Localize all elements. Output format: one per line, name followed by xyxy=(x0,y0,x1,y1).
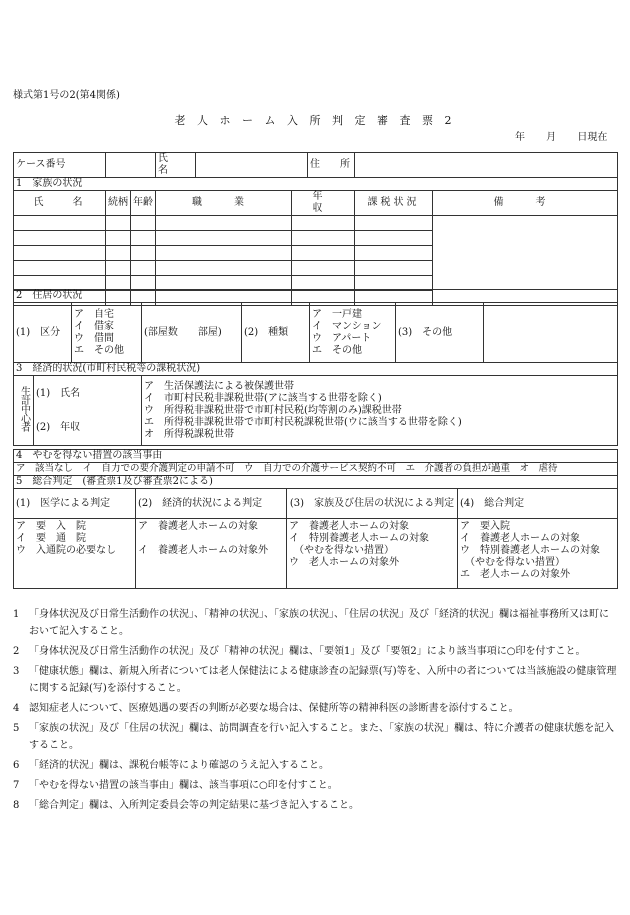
family-cell[interactable] xyxy=(106,261,131,276)
housing-other-label: (3) その他 xyxy=(396,303,484,363)
judgment-economic-options[interactable] xyxy=(136,519,287,589)
note-item xyxy=(13,757,617,774)
economic-fields[interactable] xyxy=(34,376,142,446)
judgment-option[interactable]: イ 要 通 院 xyxy=(16,533,86,544)
judgment-option[interactable]: ア 要入院 xyxy=(460,521,510,532)
note-text: 「やむを得ない措置の該当事由」欄は、該当事項に○印を付すこと。 xyxy=(29,780,338,791)
address-value[interactable] xyxy=(355,153,618,178)
judgment-option[interactable]: （やむを得ない措置） xyxy=(289,545,394,556)
family-cell[interactable] xyxy=(292,246,355,261)
housing-kubun-option[interactable]: ウ 借間 xyxy=(74,332,114,344)
family-cell[interactable] xyxy=(355,216,433,231)
judgment-heading: 5 総合判定 (審査票1及び審査票2による) xyxy=(14,476,618,489)
housing-other-value[interactable] xyxy=(484,303,618,363)
judgment-medical-options[interactable] xyxy=(14,519,136,589)
family-cell[interactable] xyxy=(131,246,156,261)
family-cell[interactable] xyxy=(292,261,355,276)
note-number: 7 xyxy=(13,780,20,791)
form-number: 様式第1号の2(第4関係) xyxy=(13,90,120,101)
housing-kubun-option[interactable]: ア 自宅 xyxy=(74,308,114,320)
judgment-option[interactable]: イ 養護老人ホームの対象 xyxy=(460,533,580,544)
housing-kubun-option[interactable]: イ 借家 xyxy=(74,320,114,332)
family-col-relation: 続柄 xyxy=(106,191,131,216)
housing-rooms: (部屋数 部屋) xyxy=(142,303,242,363)
judgment-option[interactable]: ア 養護老人ホームの対象 xyxy=(138,521,258,532)
judgment-option[interactable]: ウ 老人ホームの対象外 xyxy=(289,557,399,568)
note-item xyxy=(13,643,617,660)
date-line: 年 月 日現在 xyxy=(515,132,608,143)
housing-kubun-option[interactable]: エ その他 xyxy=(74,344,124,356)
housing-shurui-option[interactable]: エ その他 xyxy=(312,344,362,356)
economic-option[interactable]: エ 所得税非課税世帯で市町村民税課税世帯(ウに該当する世帯を除く) xyxy=(144,416,462,428)
family-col-income: 年 収 xyxy=(292,191,355,216)
housing-shurui-options[interactable] xyxy=(310,303,396,363)
family-col-tax: 課税状況 xyxy=(355,191,433,216)
note-item xyxy=(13,663,617,697)
name-label: 氏 名 xyxy=(156,153,196,178)
family-cell[interactable] xyxy=(131,231,156,246)
family-cell[interactable] xyxy=(156,216,292,231)
family-col-age: 年齢 xyxy=(131,191,156,216)
unavoidable-options[interactable]: ア 該当なし イ 自力での要介護判定の申請不可 ウ 自力での介護サービス契約不可 エ 介護者の負担が過重 オ 虐待 xyxy=(14,463,618,476)
housing-shurui-option[interactable]: イ マンション xyxy=(312,320,382,332)
housing-table xyxy=(13,289,618,363)
family-cell[interactable] xyxy=(156,246,292,261)
judgment-family-options[interactable] xyxy=(287,519,458,589)
family-cell[interactable] xyxy=(292,231,355,246)
family-col-name: 氏 名 xyxy=(14,191,106,216)
economic-side-label xyxy=(14,376,34,446)
judgment-col-family: (3) 家族及び住居の状況による判定 xyxy=(287,489,458,519)
family-cell[interactable] xyxy=(106,246,131,261)
note-number: 8 xyxy=(13,800,20,811)
family-cell[interactable] xyxy=(14,231,106,246)
family-cell[interactable] xyxy=(131,261,156,276)
economic-option[interactable]: ウ 所得税非課税世帯で市町村民税(均等割のみ)課税世帯 xyxy=(144,404,402,416)
notes-list xyxy=(13,606,617,817)
housing-shurui-option[interactable]: ウ アパート xyxy=(312,332,372,344)
note-item xyxy=(13,700,617,717)
family-cell[interactable] xyxy=(106,216,131,231)
economic-table xyxy=(13,362,618,446)
housing-shurui-option[interactable]: ア 一戸建 xyxy=(312,308,362,320)
family-cell[interactable] xyxy=(355,246,433,261)
note-item xyxy=(13,797,617,814)
address-label: 住 所 xyxy=(308,153,355,178)
note-number: 1 xyxy=(13,609,20,620)
judgment-col-overall: (4) 総合判定 xyxy=(458,489,618,519)
note-text: 「総合判定」欄は、入所判定委員会等の判定結果に基づき記入すること。 xyxy=(29,800,359,811)
family-cell[interactable] xyxy=(156,231,292,246)
family-table xyxy=(13,152,618,306)
economic-options[interactable] xyxy=(142,376,618,446)
judgment-option[interactable]: ウ 特別養護老人ホームの対象 xyxy=(460,545,600,556)
economic-option[interactable]: オ 所得税課税世帯 xyxy=(144,428,234,440)
family-col-remarks: 備 考 xyxy=(433,191,618,216)
judgment-col-medical: (1) 医学による判定 xyxy=(14,489,136,519)
judgment-option[interactable]: ア 要 入 院 xyxy=(16,521,86,532)
case-number-value[interactable] xyxy=(106,153,156,178)
economic-option[interactable]: ア 生活保護法による被保護世帯 xyxy=(144,380,294,392)
housing-kubun-label: (1) 区分 xyxy=(14,303,72,363)
judgment-col-economic: (2) 経済的状況による判定 xyxy=(136,489,287,519)
family-cell[interactable] xyxy=(14,216,106,231)
family-cell[interactable] xyxy=(156,261,292,276)
note-text: 「身体状況及び日常生活動作の状況」、「精神の状況」、「家族の状況」、「住居の状況」及び「経済的状況」欄は福祉事務所又は町において記入すること。 xyxy=(29,609,609,637)
note-text: 認知症老人について、医療処遇の要否の判断が必要な場合は、保健所等の精神科医の診断書を添付すること。 xyxy=(29,703,519,714)
note-item xyxy=(13,720,617,754)
judgment-option[interactable]: イ 養護老人ホームの対象外 xyxy=(138,545,268,556)
note-text: 「経済的状況」欄は、課税台帳等により確認のうえ記入すること。 xyxy=(29,760,329,771)
note-number: 2 xyxy=(13,646,20,657)
note-number: 4 xyxy=(13,703,20,714)
family-col-job: 職 業 xyxy=(156,191,292,216)
family-cell[interactable] xyxy=(355,231,433,246)
judgment-option[interactable]: エ 老人ホームの対象外 xyxy=(460,569,570,580)
case-number-label: ケース番号 xyxy=(14,153,106,178)
housing-kubun-options[interactable] xyxy=(72,303,142,363)
family-cell[interactable] xyxy=(131,216,156,231)
judgment-option[interactable]: ア 養護老人ホームの対象 xyxy=(289,521,409,532)
judgment-table xyxy=(13,449,618,589)
economic-side-text: 生計中心者 xyxy=(18,386,30,431)
note-item xyxy=(13,606,617,640)
document-title: 老 人 ホ ー ム 入 所 判 定 審 査 票 2 xyxy=(174,114,456,127)
unavoidable-heading: 4 やむを得ない措置の該当事由 xyxy=(14,450,618,463)
family-heading: 1 家族の状況 xyxy=(14,178,618,191)
name-value[interactable] xyxy=(196,153,308,178)
judgment-option[interactable]: ウ 入通院の必要なし xyxy=(16,545,116,556)
economic-heading: 3 経済的状況(市町村民税等の課税状況) xyxy=(14,363,618,376)
economic-income-label: (2) 年収 xyxy=(36,421,81,433)
family-cell[interactable] xyxy=(106,231,131,246)
judgment-option[interactable]: （やむを得ない措置） xyxy=(460,557,565,568)
family-cell[interactable] xyxy=(292,216,355,231)
note-number: 3 xyxy=(13,666,20,677)
housing-heading: 2 住居の状況 xyxy=(14,290,618,303)
judgment-overall-options[interactable] xyxy=(458,519,618,589)
note-text: 「健康状態」欄は、新規入所者については老人保健法による健康診査の記録票(写)等を、入所中の者については当該施設の健康管理に関する記録(写)を添付すること。 xyxy=(29,666,617,694)
family-cell[interactable] xyxy=(14,261,106,276)
note-number: 6 xyxy=(13,760,20,771)
economic-name-label: (1) 氏名 xyxy=(36,387,81,399)
family-cell[interactable] xyxy=(355,261,433,276)
family-cell[interactable] xyxy=(14,246,106,261)
note-text: 「家族の状況」及び「住居の状況」欄は、訪問調査を行い記入すること。また、「家族の状況」欄は、特に介護者の健康状態を記入すること。 xyxy=(29,723,614,751)
note-text: 「身体状況及び日常生活動作の状況」及び「精神の状況」欄は、「要領1」及び「要領2」により該当事項に○印を付すこと。 xyxy=(29,646,586,657)
note-number: 5 xyxy=(13,723,20,734)
judgment-option[interactable]: イ 特別養護老人ホームの対象 xyxy=(289,533,429,544)
note-item xyxy=(13,777,617,794)
economic-option[interactable]: イ 市町村民税非課税世帯(アに該当する世帯を除く) xyxy=(144,392,382,404)
housing-shurui-label: (2) 種類 xyxy=(242,303,310,363)
